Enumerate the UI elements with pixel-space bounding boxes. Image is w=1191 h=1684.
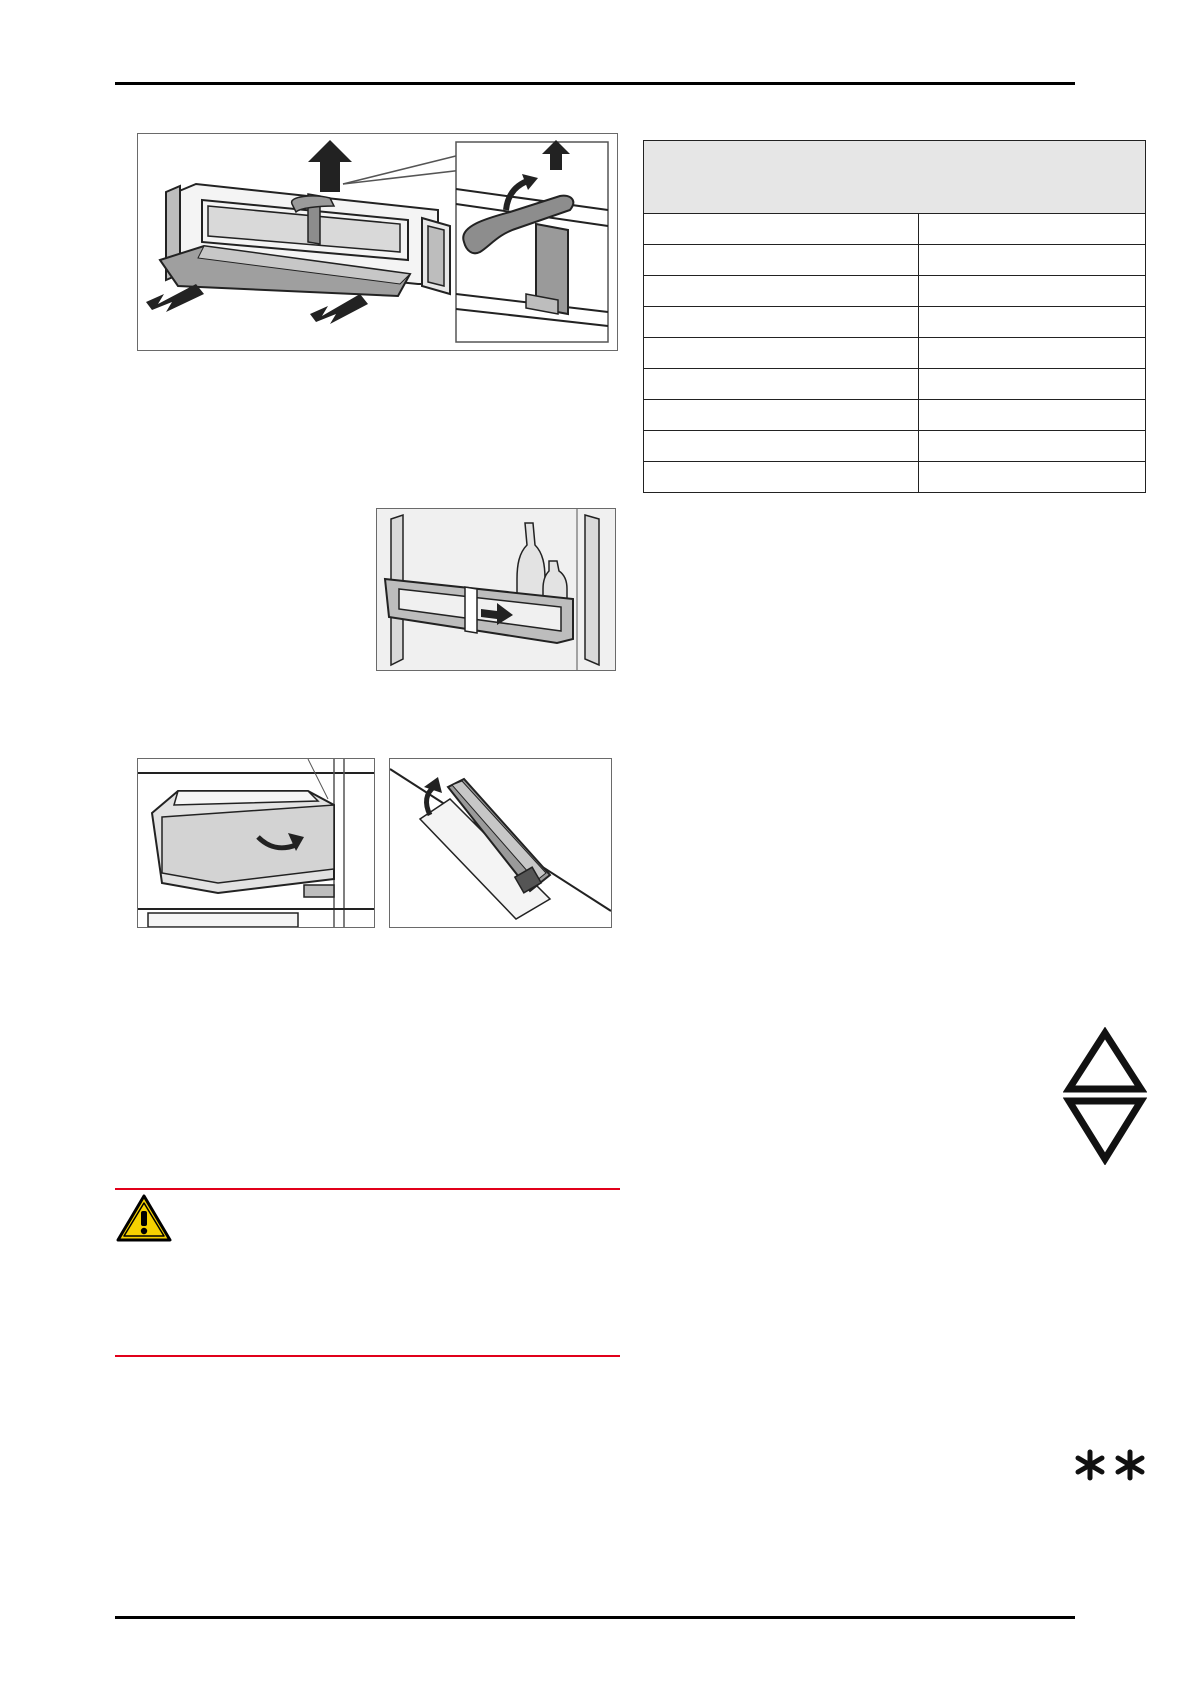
door-rack-figure bbox=[376, 508, 616, 671]
table-cell bbox=[919, 245, 1146, 276]
table-row bbox=[644, 369, 1146, 400]
shelf-removal-figure bbox=[137, 133, 618, 351]
data-table bbox=[643, 140, 1146, 493]
header-rule bbox=[115, 82, 1075, 85]
drawer-figure bbox=[137, 758, 375, 928]
two-star-freezer-icon bbox=[1073, 1448, 1149, 1482]
up-down-arrows-icon bbox=[1063, 1027, 1147, 1165]
table-row bbox=[644, 245, 1146, 276]
table-cell bbox=[644, 338, 919, 369]
table-cell bbox=[919, 307, 1146, 338]
table-cell bbox=[919, 462, 1146, 493]
table-cell bbox=[644, 307, 919, 338]
table-row bbox=[644, 338, 1146, 369]
table-row bbox=[644, 214, 1146, 245]
table-cell bbox=[644, 369, 919, 400]
table-header-cell bbox=[644, 141, 1146, 214]
table-cell bbox=[919, 400, 1146, 431]
table-cell bbox=[644, 462, 919, 493]
table-header-row bbox=[644, 141, 1146, 214]
table-row bbox=[644, 276, 1146, 307]
light-cover-figure bbox=[389, 758, 612, 928]
footer-rule bbox=[115, 1616, 1075, 1619]
table-cell bbox=[644, 400, 919, 431]
table-cell bbox=[919, 369, 1146, 400]
table-row bbox=[644, 400, 1146, 431]
warning-top-rule bbox=[115, 1188, 620, 1190]
table-cell bbox=[644, 245, 919, 276]
table-cell bbox=[644, 431, 919, 462]
table-row bbox=[644, 462, 1146, 493]
warning-triangle-icon bbox=[115, 1193, 173, 1243]
table-cell bbox=[644, 214, 919, 245]
table-row bbox=[644, 307, 1146, 338]
table-cell bbox=[919, 338, 1146, 369]
table-cell bbox=[919, 431, 1146, 462]
table-cell bbox=[644, 276, 919, 307]
table-cell bbox=[919, 214, 1146, 245]
table-cell bbox=[919, 276, 1146, 307]
warning-bottom-rule bbox=[115, 1355, 620, 1357]
table-row bbox=[644, 431, 1146, 462]
